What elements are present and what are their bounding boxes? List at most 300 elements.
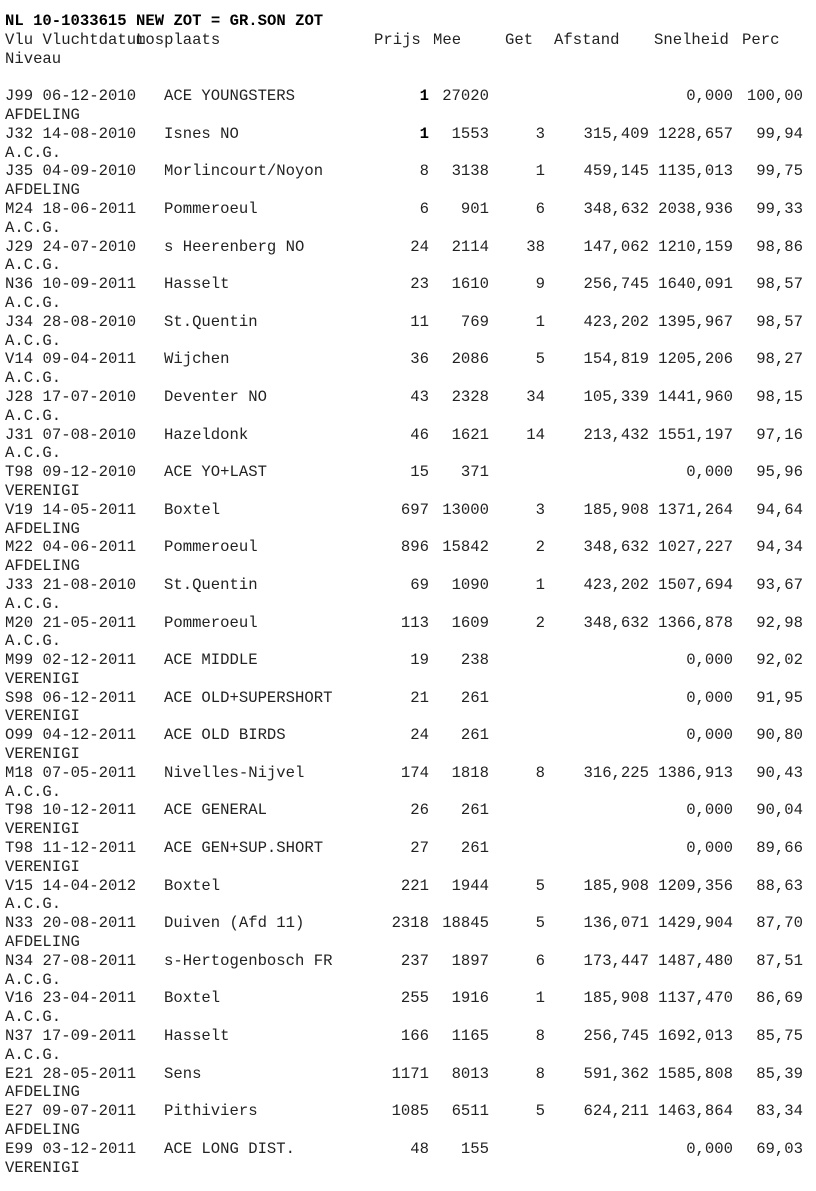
race-code: T98 [5,839,34,858]
result-row [5,1140,811,1159]
header-vluchtdatum: Vluchtdatum [42,30,146,49]
result-row [5,313,811,332]
participants: 1897 [451,951,489,970]
result-row [5,162,811,181]
result-row [5,1065,811,1084]
entered-count: 1 [535,162,545,181]
distance: 315,409 [583,124,649,143]
speed: 1692,013 [658,1027,733,1046]
result-niveau: AFDELING [5,557,80,576]
race-code: J35 [5,162,34,181]
result-niveau: VERENIGI [5,707,80,726]
percentage: 98,27 [756,350,803,369]
race-code: M20 [5,613,34,632]
result-niveau: AFDELING [5,1083,80,1102]
percentage: 98,86 [756,237,803,256]
release-location: ACE LONG DIST. [164,1139,296,1158]
race-date: 21-05-2011 [42,613,137,632]
speed: 1429,904 [658,914,733,933]
distance: 459,145 [583,162,649,181]
result-niveau: A.C.G. [5,293,62,312]
entered-count: 38 [526,237,545,256]
entered-count: 5 [535,914,545,933]
participants: 3138 [451,162,489,181]
result-row [5,388,811,407]
prize-rank: 1085 [391,1102,429,1121]
participants: 2114 [451,237,489,256]
percentage: 86,69 [756,989,803,1008]
race-date: 09-07-2011 [42,1102,137,1121]
speed: 0,000 [686,463,733,482]
race-date: 14-05-2011 [42,500,137,519]
speed: 0,000 [686,839,733,858]
header-losplaats: Losplaats [136,30,221,49]
speed: 1228,657 [658,124,733,143]
speed: 1205,206 [658,350,733,369]
race-date: 11-12-2011 [42,839,137,858]
participants: 261 [460,801,489,820]
entered-count: 3 [535,500,545,519]
release-location: Deventer NO [164,387,267,406]
release-location: Duiven (Afd 11) [164,914,305,933]
prize-rank: 21 [410,688,429,707]
prize-rank: 24 [410,237,429,256]
release-location: Nivelles-Nijvel [164,763,305,782]
participants: 1621 [451,425,489,444]
race-date: 09-04-2011 [42,350,137,369]
prize-rank: 174 [400,763,429,782]
result-row [5,1102,811,1121]
distance: 591,362 [583,1064,649,1083]
participants: 155 [460,1139,489,1158]
participants: 1090 [451,575,489,594]
race-code: V16 [5,989,34,1008]
header-snelheid: Snelheid [654,30,729,49]
race-date: 10-12-2011 [42,801,137,820]
participants: 15842 [442,538,489,557]
prize-rank: 15 [410,463,429,482]
percentage: 97,16 [756,425,803,444]
result-niveau: A.C.G. [5,594,62,613]
prize-rank: 26 [410,801,429,820]
release-location: Morlincourt/Noyon [164,162,324,181]
distance: 154,819 [583,350,649,369]
result-row [5,501,811,520]
result-row [5,914,811,933]
release-location: Hasselt [164,1027,230,1046]
entered-count: 1 [535,989,545,1008]
result-niveau: A.C.G. [5,782,62,801]
participants: 27020 [442,87,489,106]
prize-rank: 24 [410,726,429,745]
release-location: Boxtel [164,500,221,519]
percentage: 95,96 [756,463,803,482]
prize-rank: 36 [410,350,429,369]
percentage: 99,75 [756,162,803,181]
release-location: ACE GENERAL [164,801,267,820]
result-row [5,576,811,595]
release-location: s-Hertogenbosch FR [164,951,333,970]
result-niveau: A.C.G. [5,895,62,914]
participants: 1818 [451,763,489,782]
prize-rank: 697 [400,500,429,519]
race-code: N33 [5,914,34,933]
race-code: E27 [5,1102,34,1121]
prize-rank: 8 [419,162,429,181]
race-code: J34 [5,312,34,331]
prize-rank: 237 [400,951,429,970]
pigeon-title: NL 10-1033615 NEW ZOT = GR.SON ZOT [5,12,324,30]
race-date: 23-04-2011 [42,989,137,1008]
result-row [5,952,811,971]
speed: 1135,013 [658,162,733,181]
race-date: 04-12-2011 [42,726,137,745]
release-location: s Heerenberg NO [164,237,305,256]
percentage: 88,63 [756,876,803,895]
prize-rank: 896 [400,538,429,557]
prize-rank: 11 [410,312,429,331]
percentage: 98,57 [756,312,803,331]
prize-rank: 1 [419,124,429,143]
release-location: Wijchen [164,350,230,369]
percentage: 83,34 [756,1102,803,1121]
distance: 256,745 [583,1027,649,1046]
race-code: N34 [5,951,34,970]
percentage: 85,75 [756,1027,803,1046]
release-location: Boxtel [164,989,221,1008]
result-row [5,651,811,670]
speed: 0,000 [686,651,733,670]
participants: 261 [460,688,489,707]
distance: 185,908 [583,989,649,1008]
result-niveau: A.C.G. [5,444,62,463]
percentage: 94,34 [756,538,803,557]
result-niveau: AFDELING [5,519,80,538]
entered-count: 6 [535,951,545,970]
speed: 0,000 [686,87,733,106]
distance: 185,908 [583,500,649,519]
result-niveau: VERENIGI [5,481,80,500]
distance: 348,632 [583,538,649,557]
race-date: 04-06-2011 [42,538,137,557]
participants: 238 [460,651,489,670]
header-perc: Perc [742,30,780,49]
race-date: 14-04-2012 [42,876,137,895]
release-location: Hazeldonk [164,425,249,444]
percentage: 98,57 [756,275,803,294]
speed: 1137,470 [658,989,733,1008]
race-code: N37 [5,1027,34,1046]
race-code: M18 [5,763,34,782]
result-niveau: A.C.G. [5,369,62,388]
result-niveau: AFDELING [5,105,80,124]
race-code: J29 [5,237,34,256]
speed: 1366,878 [658,613,733,632]
race-date: 28-08-2010 [42,312,137,331]
speed: 1209,356 [658,876,733,895]
distance: 348,632 [583,613,649,632]
speed: 2038,936 [658,199,733,218]
result-row [5,877,811,896]
spacer [5,68,811,87]
header-prijs: Prijs [374,30,421,49]
release-location: ACE OLD+SUPERSHORT [164,688,333,707]
prize-rank: 23 [410,275,429,294]
header-mee: Mee [433,30,462,49]
race-code: V15 [5,876,34,895]
participants: 8013 [451,1064,489,1083]
prize-rank: 6 [419,199,429,218]
percentage: 85,39 [756,1064,803,1083]
percentage: 89,66 [756,839,803,858]
result-row [5,87,811,106]
header-niveau: Niveau [5,49,62,68]
speed: 0,000 [686,726,733,745]
distance: 136,071 [583,914,649,933]
entered-count: 9 [535,275,545,294]
race-code: J99 [5,87,34,106]
speed: 1463,864 [658,1102,733,1121]
entered-count: 1 [535,312,545,331]
results-document [5,12,811,1177]
release-location: St.Quentin [164,312,258,331]
race-date: 24-07-2010 [42,237,137,256]
entered-count: 14 [526,425,545,444]
distance: 316,225 [583,763,649,782]
result-row [5,839,811,858]
participants: 1916 [451,989,489,1008]
distance: 147,062 [583,237,649,256]
result-niveau: VERENIGI [5,669,80,688]
entered-count: 8 [535,1027,545,1046]
column-header-row [5,31,811,50]
result-row [5,764,811,783]
participants: 2086 [451,350,489,369]
distance: 348,632 [583,199,649,218]
result-niveau: A.C.G. [5,1008,62,1027]
entered-count: 5 [535,350,545,369]
race-date: 17-07-2010 [42,387,137,406]
race-date: 28-05-2011 [42,1064,137,1083]
release-location: ACE YOUNGSTERS [164,87,296,106]
release-location: ACE GEN+SUP.SHORT [164,839,324,858]
release-location: Hasselt [164,275,230,294]
percentage: 87,70 [756,914,803,933]
percentage: 87,51 [756,951,803,970]
participants: 769 [460,312,489,331]
prize-rank: 1171 [391,1064,429,1083]
participants: 13000 [442,500,489,519]
speed: 1551,197 [658,425,733,444]
result-row [5,614,811,633]
release-location: Pommeroeul [164,538,258,557]
race-date: 20-08-2011 [42,914,137,933]
participants: 1165 [451,1027,489,1046]
race-date: 27-08-2011 [42,951,137,970]
race-code: M24 [5,199,34,218]
prize-rank: 69 [410,575,429,594]
percentage: 90,04 [756,801,803,820]
speed: 1507,694 [658,575,733,594]
race-date: 02-12-2011 [42,651,137,670]
header-vlu: Vlu [5,30,34,49]
percentage: 69,03 [756,1139,803,1158]
entered-count: 6 [535,199,545,218]
entered-count: 1 [535,575,545,594]
race-code: S98 [5,688,34,707]
result-niveau: A.C.G. [5,218,62,237]
prize-rank: 2318 [391,914,429,933]
speed: 0,000 [686,801,733,820]
entered-count: 2 [535,538,545,557]
race-date: 18-06-2011 [42,199,137,218]
speed: 1027,227 [658,538,733,557]
participants: 2328 [451,387,489,406]
result-row [5,801,811,820]
race-code: E21 [5,1064,34,1083]
result-row [5,238,811,257]
result-niveau: A.C.G. [5,143,62,162]
race-code: J33 [5,575,34,594]
entered-count: 5 [535,1102,545,1121]
result-niveau: VERENIGI [5,820,80,839]
race-date: 09-12-2010 [42,463,137,482]
percentage: 91,95 [756,688,803,707]
race-code: N36 [5,275,34,294]
race-date: 06-12-2011 [42,688,137,707]
percentage: 100,00 [746,87,803,106]
release-location: St.Quentin [164,575,258,594]
result-niveau: A.C.G. [5,970,62,989]
distance: 256,745 [583,275,649,294]
prize-rank: 1 [419,87,429,106]
result-row [5,689,811,708]
result-niveau: AFDELING [5,181,80,200]
distance: 624,211 [583,1102,649,1121]
result-niveau: A.C.G. [5,331,62,350]
speed: 1585,808 [658,1064,733,1083]
participants: 1609 [451,613,489,632]
entered-count: 8 [535,763,545,782]
results-list [5,87,811,1177]
entered-count: 5 [535,876,545,895]
result-niveau: VERENIGI [5,1158,80,1177]
prize-rank: 27 [410,839,429,858]
result-niveau: AFDELING [5,1121,80,1140]
percentage: 90,43 [756,763,803,782]
percentage: 93,67 [756,575,803,594]
speed: 1441,960 [658,387,733,406]
distance: 423,202 [583,312,649,331]
percentage: 90,80 [756,726,803,745]
speed: 1371,264 [658,500,733,519]
participants: 18845 [442,914,489,933]
percentage: 98,15 [756,387,803,406]
race-code: T98 [5,463,34,482]
result-niveau: A.C.G. [5,632,62,651]
participants: 261 [460,726,489,745]
race-code: J32 [5,124,34,143]
result-row [5,463,811,482]
release-location: Pithiviers [164,1102,258,1121]
speed: 1395,967 [658,312,733,331]
race-date: 03-12-2011 [42,1139,137,1158]
speed: 1386,913 [658,763,733,782]
speed: 1640,091 [658,275,733,294]
prize-rank: 113 [400,613,429,632]
race-date: 07-08-2010 [42,425,137,444]
release-location: ACE MIDDLE [164,651,258,670]
entered-count: 2 [535,613,545,632]
result-row [5,726,811,745]
race-date: 07-05-2011 [42,763,137,782]
participants: 1553 [451,124,489,143]
entered-count: 34 [526,387,545,406]
result-row [5,989,811,1008]
release-location: Pommeroeul [164,199,258,218]
participants: 1610 [451,275,489,294]
race-code: J28 [5,387,34,406]
percentage: 99,33 [756,199,803,218]
race-code: V19 [5,500,34,519]
race-code: O99 [5,726,34,745]
participants: 371 [460,463,489,482]
prize-rank: 43 [410,387,429,406]
result-niveau: A.C.G. [5,406,62,425]
prize-rank: 48 [410,1139,429,1158]
result-row [5,426,811,445]
distance: 423,202 [583,575,649,594]
speed: 0,000 [686,1139,733,1158]
result-row [5,200,811,219]
speed: 0,000 [686,688,733,707]
race-date: 17-09-2011 [42,1027,137,1046]
prize-rank: 46 [410,425,429,444]
result-row [5,275,811,294]
header-afstand: Afstand [554,30,620,49]
race-date: 06-12-2010 [42,87,137,106]
result-niveau: A.C.G. [5,256,62,275]
race-code: V14 [5,350,34,369]
distance: 173,447 [583,951,649,970]
distance: 185,908 [583,876,649,895]
distance: 105,339 [583,387,649,406]
race-code: M99 [5,651,34,670]
release-location: ACE OLD BIRDS [164,726,286,745]
race-date: 04-09-2010 [42,162,137,181]
race-date: 14-08-2010 [42,124,137,143]
result-row [5,350,811,369]
participants: 6511 [451,1102,489,1121]
prize-rank: 166 [400,1027,429,1046]
result-row [5,538,811,557]
prize-rank: 255 [400,989,429,1008]
participants: 1944 [451,876,489,895]
entered-count: 3 [535,124,545,143]
race-code: E99 [5,1139,34,1158]
release-location: Sens [164,1064,202,1083]
release-location: ACE YO+LAST [164,463,267,482]
participants: 261 [460,839,489,858]
speed: 1487,480 [658,951,733,970]
result-row [5,1027,811,1046]
release-location: Boxtel [164,876,221,895]
percentage: 99,94 [756,124,803,143]
race-date: 10-09-2011 [42,275,137,294]
result-niveau: VERENIGI [5,857,80,876]
participants: 901 [460,199,489,218]
prize-rank: 19 [410,651,429,670]
